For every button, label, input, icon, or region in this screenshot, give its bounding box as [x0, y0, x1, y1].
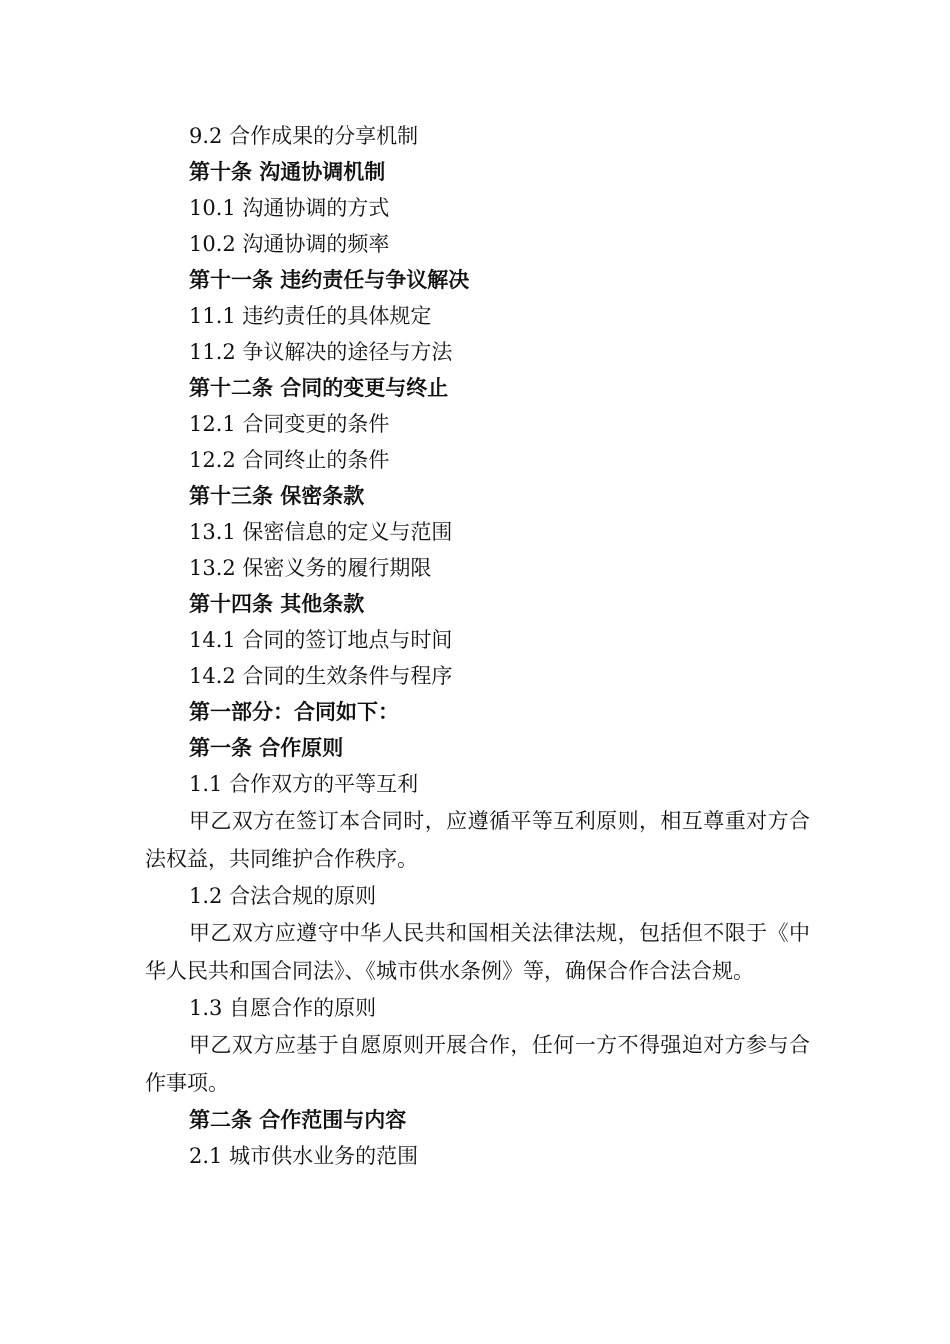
toc-item: 11.2 争议解决的途径与方法 [189, 340, 453, 364]
section-1-3-body: 甲乙双方应基于自愿原则开展合作，任何一方不得强迫对方参与合作事项。 [145, 1033, 810, 1095]
section-1-1-body: 甲乙双方在签订本合同时，应遵循平等互利原则，相互尊重对方合法权益，共同维护合作秩序。 [145, 809, 810, 871]
article-2-title: 第二条 合作范围与内容 [189, 1108, 407, 1132]
toc-item: 10.2 沟通协调的频率 [189, 232, 390, 256]
toc-item: 12.2 合同终止的条件 [189, 448, 390, 472]
document-content [145, 118, 810, 1174]
toc-heading: 第十条 沟通协调机制 [189, 160, 386, 184]
toc-item: 14.2 合同的生效条件与程序 [189, 664, 453, 688]
section-1-2-title: 1.2 合法合规的原则 [189, 884, 377, 908]
section-1-3-title: 1.3 自愿合作的原则 [189, 996, 377, 1020]
toc-item: 13.2 保密义务的履行期限 [189, 556, 432, 580]
section-1-2-body: 甲乙双方应遵守中华人民共和国相关法律法规，包括但不限于《中华人民共和国合同法》、《城市供水条例》等，确保合作合法合规。 [145, 921, 810, 983]
toc-item: 12.1 合同变更的条件 [189, 412, 390, 436]
toc-heading: 第十一条 违约责任与争议解决 [189, 268, 470, 292]
part-title: 第一部分：合同如下： [189, 700, 399, 724]
section-1-1-title: 1.1 合作双方的平等互利 [189, 772, 419, 796]
section-2-1-title: 2.1 城市供水业务的范围 [189, 1144, 419, 1168]
toc-heading: 第十四条 其他条款 [189, 592, 365, 616]
toc-item: 10.1 沟通协调的方式 [189, 196, 390, 220]
toc-heading: 第十三条 保密条款 [189, 484, 365, 508]
toc-item: 14.1 合同的签订地点与时间 [189, 628, 453, 652]
toc-item: 9.2 合作成果的分享机制 [189, 124, 419, 148]
toc-item: 13.1 保密信息的定义与范围 [189, 520, 453, 544]
toc-item: 11.1 违约责任的具体规定 [189, 304, 432, 328]
toc-heading: 第十二条 合同的变更与终止 [189, 376, 449, 400]
article-1-title: 第一条 合作原则 [189, 736, 344, 760]
